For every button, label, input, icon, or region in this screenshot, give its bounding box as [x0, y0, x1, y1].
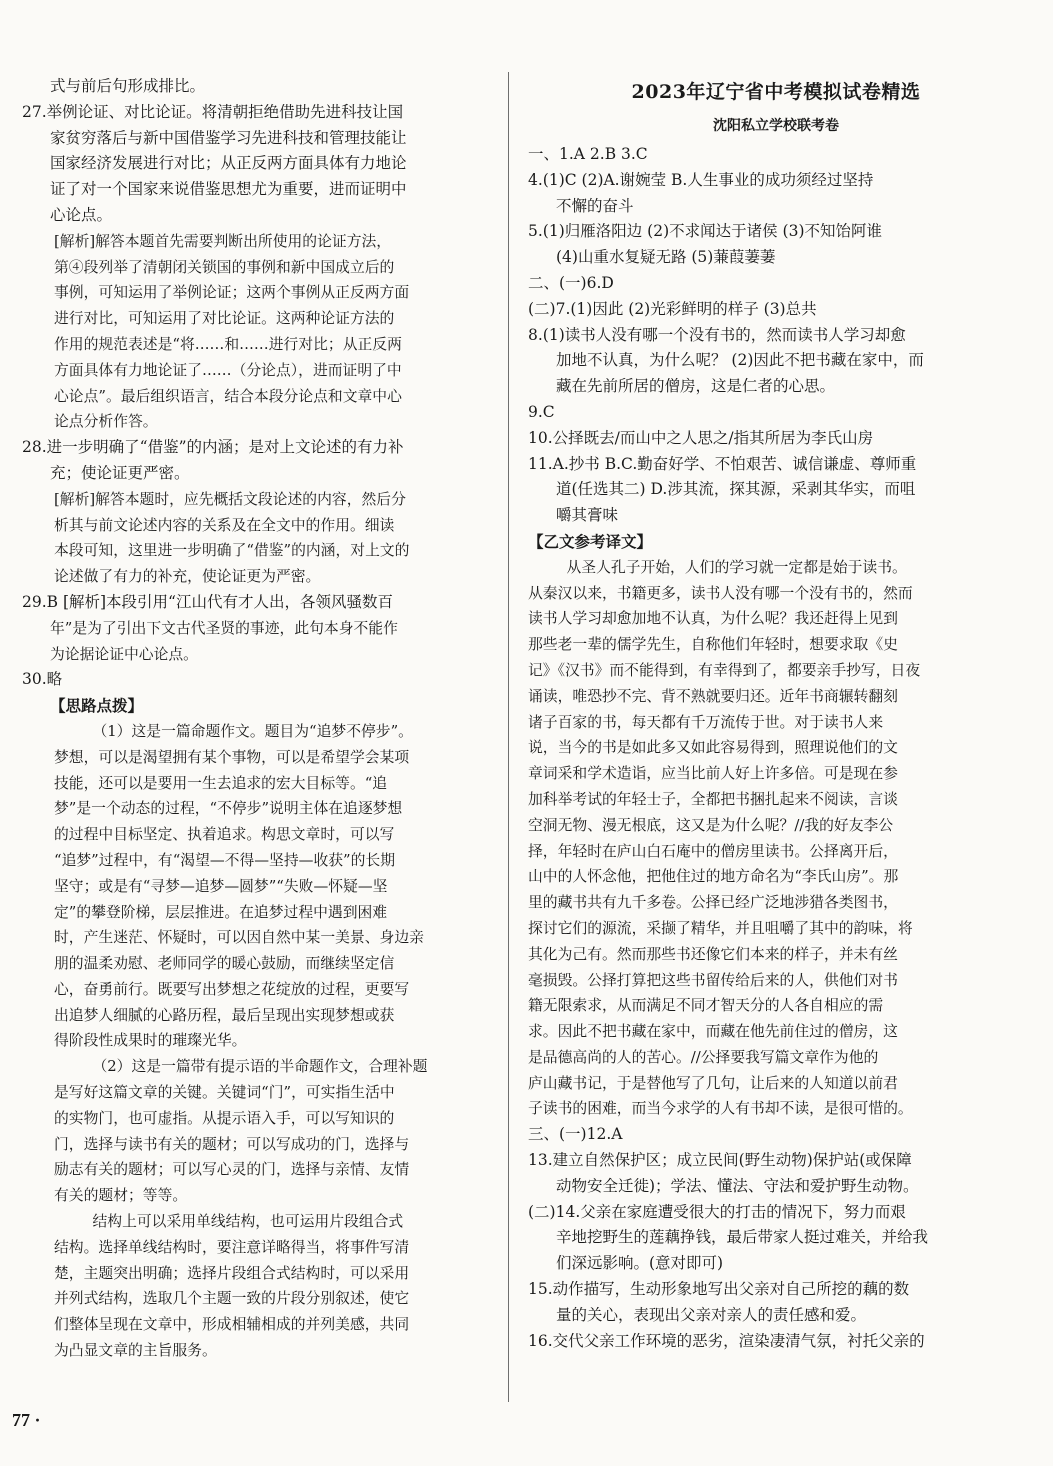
- section-heading: 【思路点拨】: [50, 696, 144, 716]
- text-line: 们深远影响。(意对即可): [556, 1254, 724, 1273]
- text-line: 方面具体有力地论证了……（分论点），进而证明了中: [54, 361, 402, 379]
- answer-7: (二)7.(1)因此 (2)光彩鲜明的样子 (3)总共: [528, 299, 817, 318]
- analysis-27: [解析]解答本题首先需要判断出所使用的论证方法，: [54, 232, 392, 250]
- translation-line: 择，年轻时在庐山白石庵中的僧房里读书。公择离开后，: [528, 842, 898, 860]
- translation-line: 毫损毁。公择打算把这些书留传给后来的人，供他们对书: [528, 971, 898, 989]
- answer-15: 15.动作描写，生动形象地写出父亲对自己所挖的藕的数: [528, 1280, 910, 1299]
- text-line: (4)山重水复疑无路 (5)蒹葭萋萋: [556, 248, 776, 267]
- text-line: 为论据论证中心论点。: [50, 645, 198, 663]
- answer-8: 8.(1)读书人没有哪一个没有书的，然而读书人学习却愈: [528, 325, 906, 344]
- translation-line: 籍无限索求，从而满足不同才智天分的人各自相应的需: [528, 997, 884, 1015]
- text-line: 梦想，可以是渴望拥有某个事物，可以是希望学会某项: [54, 748, 410, 766]
- translation-line: 山中的人怀念他，把他住过的地方命名为“李氏山房”。那: [528, 868, 899, 886]
- answer-13: 13.建立自然保护区；成立民间(野生动物)保护站(或保障: [528, 1151, 912, 1170]
- page-title: 2023年辽宁省中考模拟试卷精选: [631, 81, 921, 103]
- translation-line: 加科举考试的年轻士子，全都把书捆扎起来不阅读，言谈: [528, 790, 898, 808]
- translation-line: 诸子百家的书，每天都有千万流传于世。对于读书人来: [528, 713, 884, 731]
- text-line: 结构。选择单线结构时，要注意详略得当，将事件写清: [54, 1238, 410, 1256]
- translation-heading: 【乙文参考译文】: [528, 531, 653, 551]
- translation-line: 庐山藏书记，于是替他写了几句，让后来的人知道以前君: [528, 1074, 898, 1092]
- text-line: 楚，主题突出明确；选择片段组合式结构时，可以采用: [54, 1264, 410, 1282]
- text-line: 加地不认真，为什么呢？ (2)因此不把书藏在家中，而: [556, 351, 924, 370]
- text-line: 析其与前文论述内容的关系及在全文中的作用。细读: [54, 516, 395, 534]
- text-line: 们整体呈现在文章中，形成相辅相成的并列美感，共同: [54, 1316, 410, 1334]
- text-line: 是写好这篇文章的关键。关键词“门”，可实指生活中: [54, 1084, 395, 1102]
- answer-5: 5.(1)归雁洛阳边 (2)不求闻达于诸侯 (3)不知饴阿谁: [528, 222, 883, 241]
- page-number: 77 ·: [12, 1410, 41, 1430]
- translation-line: 探讨它们的源流，采撷了精华，并且咀嚼了其中的韵味，将: [528, 919, 913, 937]
- translation-line: 空洞无物、漫无根底，这又是为什么呢？//我的好友李公: [528, 816, 894, 834]
- translation-line: 从圣人孔子开始，人们的学习就一定都是始于读书。: [566, 558, 907, 576]
- text-line: 得阶段性成果时的璀璨光华。: [54, 1032, 247, 1050]
- analysis-28: [解析]解答本题时，应先概括文段论述的内容，然后分: [54, 490, 406, 508]
- text-line: 为凸显文章的主旨服务。: [54, 1342, 217, 1360]
- text-line: 励志有关的题材；可以写心灵的门，选择与亲情、友情: [54, 1161, 410, 1179]
- translation-line: 求。因此不把书藏在家中，而藏在他先前住过的僧房，这: [528, 1023, 898, 1041]
- text-line: 心，奋勇前行。既要写出梦想之花绽放的过程，更要写: [54, 980, 410, 998]
- text-line: 论述做了有力的补充，使论证更为严密。: [54, 568, 321, 586]
- answer-29: 29.B [解析]本段引用“江山代有才人出，各领风骚数百: [22, 592, 393, 611]
- text-line: 本段可知，这里进一步明确了“借鉴”的内涵，对上文的: [54, 542, 410, 560]
- translation-line: 里的藏书共有九千多卷。公择已经广泛地涉猎各类图书，: [528, 894, 898, 912]
- text-line: 式与前后句形成排比。: [50, 77, 206, 95]
- text-line: 年”是为了引出下文古代圣贤的事迹，此句本身不能作: [50, 619, 398, 637]
- text-line: 第④段列举了清朝闭关锁国的事例和新中国成立后的: [54, 258, 395, 276]
- text-line: 有关的题材；等等。: [54, 1187, 188, 1205]
- text-line: 结构上可以采用单线结构，也可运用片段组合式: [92, 1213, 404, 1231]
- text-line: 嚼其膏味: [556, 506, 619, 525]
- answer-10: 10.公择既去/而山中之人思之/指其所居为李氏山房: [528, 428, 874, 447]
- right-column: [528, 74, 1024, 1354]
- translation-line: 说，当今的书是如此多又如此容易得到，照理说他们的文: [528, 739, 898, 757]
- text-line: 充；使论证更严密。: [50, 463, 190, 482]
- text-line: 家贫穷落后与新中国借鉴学习先进科技和管理技能让: [50, 128, 407, 147]
- text-line: 时，产生迷茫、怀疑时，可以因自然中某一美景、身边亲: [54, 929, 424, 947]
- answer-27: 27.举例论证、对比论证。将清朝拒绝借助先进科技让国: [22, 102, 404, 121]
- text-line: 梦”是一个动态的过程，“不停步”说明主体在追逐梦想: [54, 800, 403, 818]
- text-line: 事例，可知运用了举例论证；这两个事例从正反两方面: [54, 284, 410, 302]
- text-line: 朋的温柔劝慰、老师同学的暖心鼓励，而继续坚定信: [54, 955, 395, 973]
- text-line: 出追梦人细腻的心路历程，最后呈现出实现梦想或获: [54, 1006, 395, 1024]
- exam-subtitle: 沈阳私立学校联考卷: [713, 118, 839, 134]
- text-line: 证了对一个国家来说借鉴思想尤为重要，进而证明中: [50, 180, 407, 199]
- text-line: 动物安全迁徙)；学法、懂法、守法和爱护野生动物。: [556, 1176, 919, 1195]
- text-line: 的实物门，也可虚指。从提示语入手，可以写知识的: [54, 1109, 395, 1127]
- text-line: 藏在先前所居的僧房，这是仁者的心思。: [556, 377, 836, 396]
- text-line: 不懈的奋斗: [556, 196, 634, 215]
- text-line: 技能，还可以是要用一生去追求的宏大目标等。“追: [54, 774, 388, 792]
- text-line: 的过程中目标坚定、执着追求。构思文章时，可以写: [54, 826, 395, 844]
- answer-30: 30.略: [22, 670, 63, 689]
- translation-line: 章词采和学术造诣，应当比前人好上许多倍。可是现在参: [528, 765, 898, 783]
- translation-line: 读书人学习却愈加地不认真，为什么呢？我还赶得上见到: [528, 610, 898, 628]
- answer-28: 28.进一步明确了“借鉴”的内涵；是对上文论述的有力补: [22, 438, 404, 457]
- text-line: 论点分析作答。: [54, 413, 158, 431]
- text-line: （2）这是一篇带有提示语的半命题作文，合理补题: [92, 1058, 428, 1076]
- text-line: 进行对比，可知运用了对比论证。这两种论证方法的: [54, 310, 395, 328]
- answer-6: 二、(一)6.D: [528, 273, 614, 292]
- answer-9: 9.C: [528, 402, 555, 421]
- translation-line: 是品德高尚的人的苦心。//公择要我写篇文章作为他的: [528, 1048, 879, 1066]
- answer-14: (二)14.父亲在家庭遭受很大的打击的情况下，努力而艰: [528, 1202, 906, 1221]
- translation-line: 子读书的困难，而当今求学的人有书却不读，是很可惜的。: [528, 1100, 913, 1118]
- text-line: 国家经济发展进行对比；从正反两方面具体有力地论: [50, 154, 407, 173]
- text-line: 心论点”。最后组织语言，结合本段分论点和文章中心: [54, 387, 402, 405]
- translation-line: 那些老一辈的儒学先生，自称他们年轻时，想要求取《史: [528, 636, 898, 654]
- translation-line: 从秦汉以来，书籍更多，读书人没有哪一个没有书的，然而: [528, 584, 913, 602]
- answer-16: 16.交代父亲工作环境的恶劣，渲染凄清气氛，衬托父亲的: [528, 1331, 925, 1350]
- text-line: （1）这是一篇命题作文。题目为“追梦不停步”。: [92, 722, 413, 740]
- text-line: 并列式结构，选取几个主题一致的片段分别叙述，使它: [54, 1290, 410, 1308]
- text-line: 坚守；或是有“寻梦—追梦—圆梦”“失败—怀疑—坚: [54, 877, 388, 895]
- answer-4: 4.(1)C (2)A.谢婉莹 B.人生事业的成功须经过坚持: [528, 170, 874, 189]
- translation-line: 记》《汉书》而不能得到，有幸得到了，都要亲手抄写，日夜: [528, 661, 921, 679]
- text-line: 量的关心，表现出父亲对亲人的责任感和爱。: [556, 1305, 867, 1324]
- text-line: 作用的规范表述是“将……和……进行对比；从正反两: [54, 335, 402, 353]
- answer-11: 11.A.抄书 B.C.勤奋好学、不怕艰苦、诚信谦虚、尊师重: [528, 454, 917, 473]
- left-column: [22, 74, 492, 1364]
- answer-1-3: 一、1.A 2.B 3.C: [528, 145, 648, 163]
- column-divider: [508, 72, 509, 1402]
- translation-line: 其化为己有。然而那些书还像它们本来的样子，并未有丝: [528, 945, 898, 963]
- text-line: 定”的攀登阶梯，层层推进。在追梦过程中遇到困难: [54, 903, 388, 921]
- text-line: 心论点。: [50, 205, 113, 224]
- translation-line: 诵读，唯恐抄不完、背不熟就要归还。近年书商辗转翻刻: [528, 687, 898, 705]
- text-line: “追梦”过程中，有“渴望—不得—坚持—收获”的长期: [54, 851, 395, 869]
- text-line: 辛地挖野生的莲藕挣钱，最后带家人挺过难关，并给我: [556, 1228, 929, 1247]
- text-line: 道(任选其二) D.涉其流，探其源，采剥其华实，而咀: [556, 480, 916, 499]
- answer-12: 三、(一)12.A: [528, 1125, 623, 1144]
- text-line: 门，选择与读书有关的题材；可以写成功的门，选择与: [54, 1135, 410, 1153]
